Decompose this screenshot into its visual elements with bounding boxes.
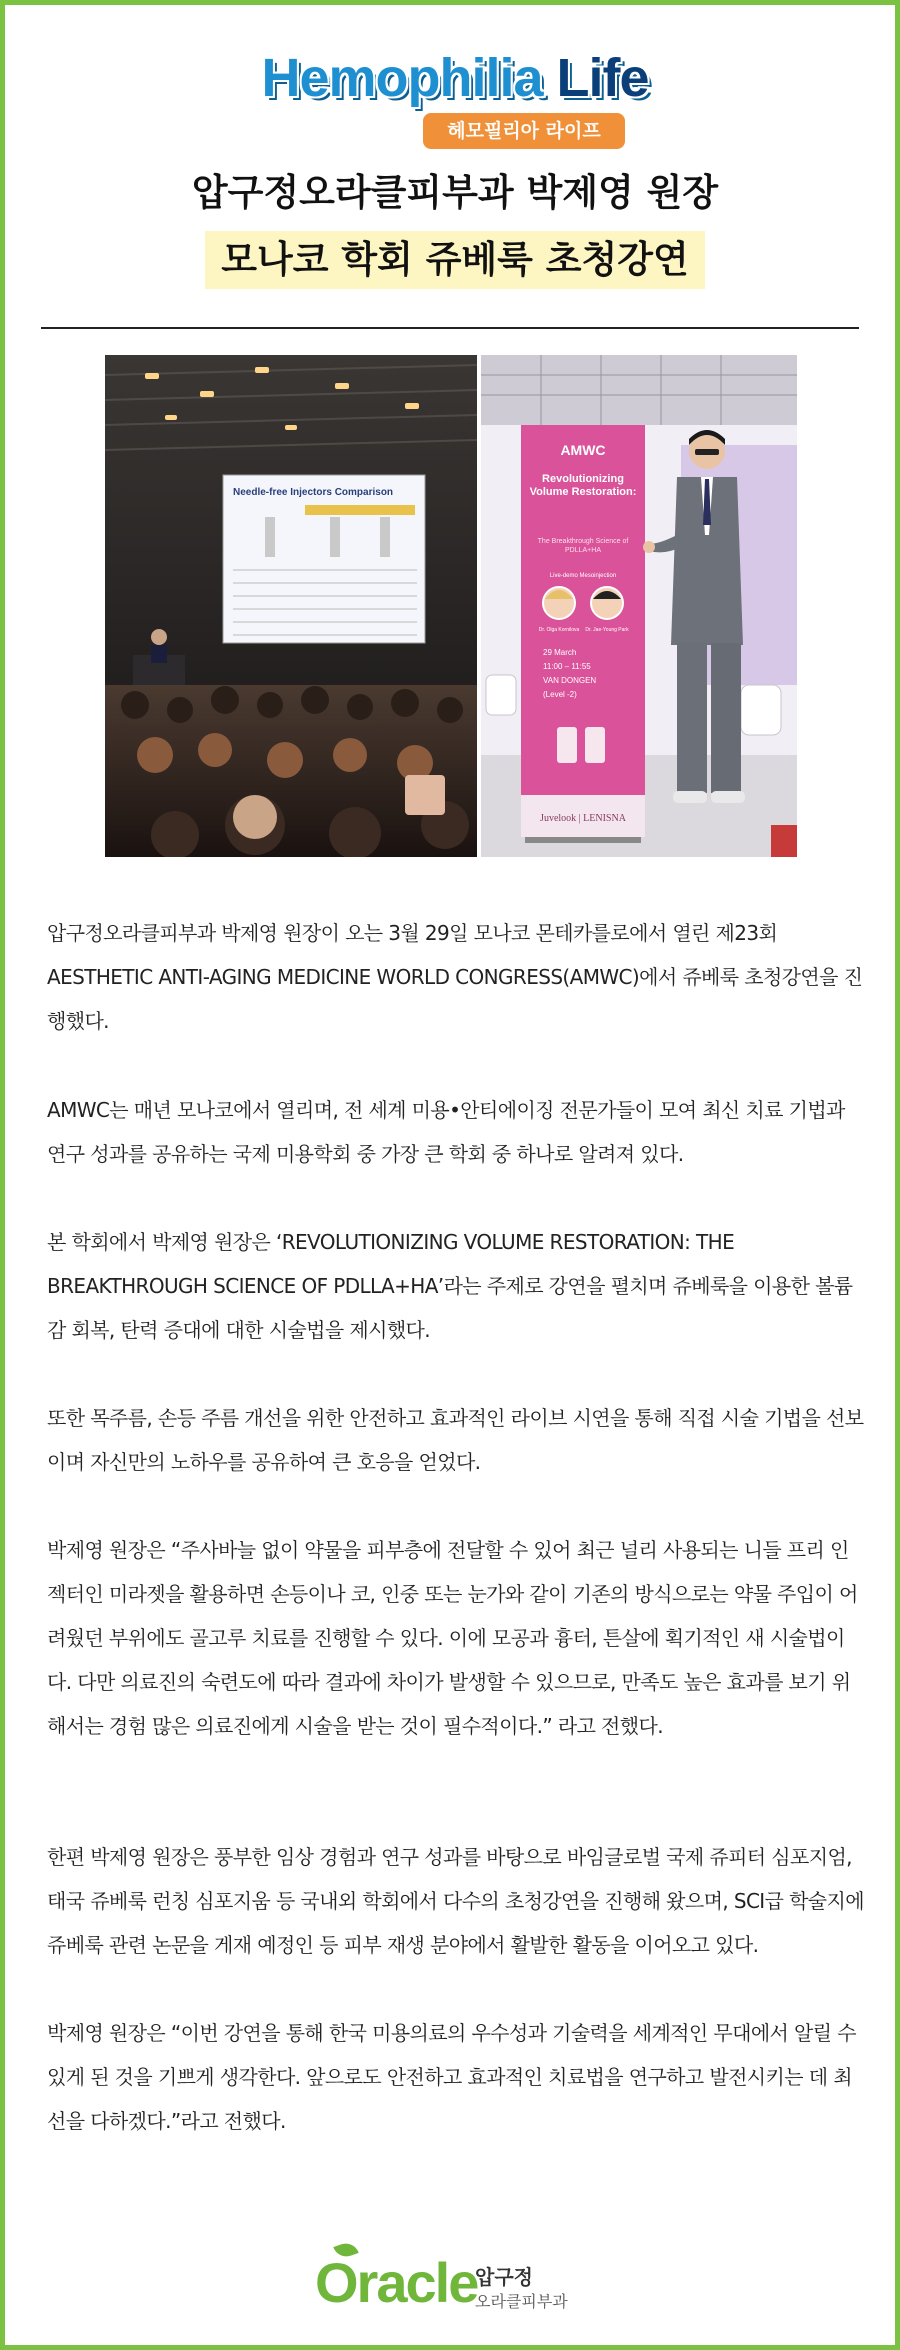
oracle-clinic-logo bbox=[315, 2243, 615, 2323]
event-time: 11:00 – 11:55 bbox=[543, 662, 591, 671]
headline-line-2: 모나코 학회 쥬베룩 초청강연 bbox=[205, 231, 705, 289]
oracle-korean-location: 압구정 bbox=[475, 2265, 533, 2289]
oracle-korean-name: 오라클피부과 bbox=[475, 2292, 568, 2311]
header-divider bbox=[41, 327, 859, 329]
hemophilia-life-logo bbox=[253, 43, 657, 155]
banner-live-demo: Live-demo Mesoinjection bbox=[549, 573, 617, 579]
lecture-photo-illustration bbox=[105, 355, 477, 857]
event-date: 29 March bbox=[543, 648, 577, 657]
event-level: (Level -2) bbox=[543, 690, 577, 699]
banner-brand: AMWC bbox=[560, 442, 606, 458]
lecture-photo bbox=[105, 355, 477, 857]
banner-footer-brands: Juvelook | LENISNA bbox=[540, 813, 626, 824]
banner-subtitle: The Breakthrough Science of PDLLA+HA bbox=[537, 538, 629, 554]
article-paragraph-1: 압구정오라클피부과 박제영 원장이 오는 3월 29일 모나코 몬테카를로에서 열린 제23회 AESTHETIC ANTI-AGING MEDICINE WORLD CONGRESS(AMWC)에서 쥬베룩 초청강연을 진행했다. bbox=[47, 921, 863, 1033]
article-paragraph-6: 한편 박제영 원장은 풍부한 임상 경험과 연구 성과를 바탕으로 바임글로벌 국제 쥬피터 심포지엄, 태국 쥬베룩 런칭 심포지움 등 국내외 학회에서 다수의 초청강연을 진행해 왔으며, SCI급 학술지에 쥬베룩 관련 논문을 게재 예정인 등 피부 재생 분야에서 활발한 활동을 이어오고 있다. bbox=[47, 1845, 864, 1957]
slide-title: Needle-free Injectors Comparison bbox=[233, 487, 394, 498]
speaker-2-name: Dr. Jae-Young Park bbox=[585, 627, 629, 633]
logo-word-life: Life bbox=[556, 48, 649, 108]
speaker-1-name: Dr. Olga Kornilova bbox=[538, 627, 580, 633]
article-paragraph-5: 박제영 원장은 “주사바늘 없이 약물을 피부층에 전달할 수 있어 최근 널리 사용되는 니들 프리 인젝터인 미라젯을 활용하면 손등이나 코, 인중 또는 눈가와 같이 기존의 방식으로는 약물 주입이 어려웠던 부위에도 골고루 치료를 진행할 수 있다. 이에 모공과 흉터, 튼살에 획기적인 새 시술법이다. 다만 의료진의 숙련도에 따라 결과에 차이가 발생할 수 있으므로, 만족도 높은 효과를 보기 위해서는 경험 많은 의료진에게 시술을 받는 것이 필수적이다.” 라고 전했다. bbox=[47, 1538, 858, 1738]
logo-korean-tag: 헤모필리아 라이프 bbox=[423, 113, 625, 149]
logo-word-hemophilia: Hemophilia bbox=[261, 48, 543, 108]
banner-photo-illustration bbox=[481, 355, 797, 857]
article-paragraph-3: 본 학회에서 박제영 원장은 ‘REVOLUTIONIZING VOLUME RESTORATION: THE BREAKTHROUGH SCIENCE OF PDLLA+HA’라는 주제로 강연을 펼치며 쥬베룩을 이용한 볼륨감 회복, 탄력 증대에 대한 시술법을 제시했다. bbox=[47, 1230, 853, 1342]
headline-line-1: 압구정오라클피부과 박제영 원장 bbox=[191, 171, 719, 214]
event-room: VAN DONGEN bbox=[543, 676, 597, 685]
article-paragraph-7: 박제영 원장은 “이번 강연을 통해 한국 미용의료의 우수성과 기술력을 세계적인 무대에서 알릴 수 있게 된 것을 기쁘게 생각한다. 앞으로도 안전하고 효과적인 치료법을 연구하고 발전시키는 데 최선을 다하겠다.”라고 전했다. bbox=[47, 2021, 856, 2133]
oracle-wordmark: Oracle bbox=[315, 2251, 478, 2314]
article-paragraph-4: 또한 목주름, 손등 주름 개선을 위한 안전하고 효과적인 라이브 시연을 통해 직접 시술 기법을 선보이며 자신만의 노하우를 공유하여 큰 호응을 얻었다. bbox=[47, 1406, 864, 1474]
banner-title: Revolutionizing Volume Restoration: bbox=[529, 473, 637, 498]
article-paragraph-2: AMWC는 매년 모나코에서 열리며, 전 세계 미용•안티에이징 전문가들이 모여 최신 치료 기법과 연구 성과를 공유하는 국제 미용학회 중 가장 큰 학회 중 하나로 알려져 있다. bbox=[47, 1098, 845, 1166]
banner-photo bbox=[481, 355, 797, 857]
logo-wordmark bbox=[253, 43, 657, 113]
